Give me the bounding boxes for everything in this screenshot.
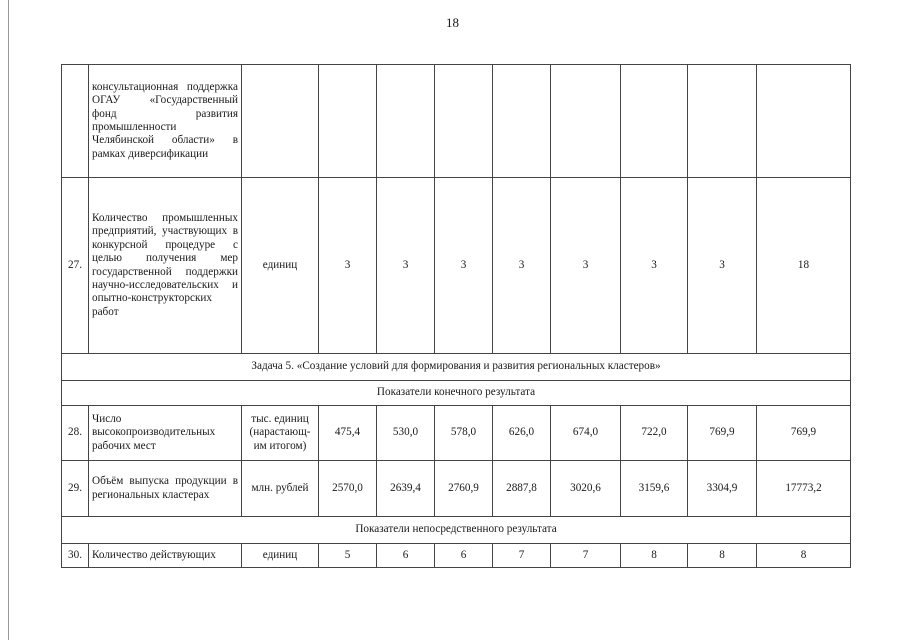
unit-cell: единиц <box>242 544 319 568</box>
value-cell: 18 <box>757 178 851 354</box>
value-cell: 8 <box>688 544 757 568</box>
value-cell: 626,0 <box>493 406 551 461</box>
indicator-name: Объём выпуска продукции в региональных кластерах <box>89 461 242 517</box>
indicators-table <box>61 64 851 568</box>
value-cell: 7 <box>551 544 621 568</box>
value-cell: 3 <box>377 178 435 354</box>
row-number: 30. <box>62 544 89 568</box>
value-cell: 3 <box>435 178 493 354</box>
value-cell <box>319 65 377 178</box>
value-cell: 530,0 <box>377 406 435 461</box>
row-number: 27. <box>62 178 89 354</box>
value-cell: 2570,0 <box>319 461 377 517</box>
value-cell: 3 <box>319 178 377 354</box>
value-cell <box>551 65 621 178</box>
unit-cell <box>242 65 319 178</box>
table-row <box>62 461 851 517</box>
value-cell: 17773,2 <box>757 461 851 517</box>
table-row <box>62 406 851 461</box>
value-cell <box>435 65 493 178</box>
unit-cell: единиц <box>242 178 319 354</box>
indicator-name: консультационная поддержка ОГАУ «Государственный фонд развития промышленности Челябинской области» в рамках диверсификации <box>89 65 242 178</box>
page-edge-rule <box>8 0 9 640</box>
value-cell: 3304,9 <box>688 461 757 517</box>
value-cell <box>757 65 851 178</box>
row-number <box>62 65 89 178</box>
unit-cell: тыс. единиц (нарастающ-им итогом) <box>242 406 319 461</box>
value-cell: 3 <box>621 178 688 354</box>
value-cell: 3 <box>493 178 551 354</box>
table-row <box>62 178 851 354</box>
indicator-name: Число высокопроизводительных рабочих мест <box>89 406 242 461</box>
row-number: 29. <box>62 461 89 517</box>
value-cell: 7 <box>493 544 551 568</box>
value-cell: 8 <box>621 544 688 568</box>
row-number: 28. <box>62 406 89 461</box>
value-cell: 2887,8 <box>493 461 551 517</box>
value-cell: 3159,6 <box>621 461 688 517</box>
section-row <box>62 354 851 381</box>
value-cell <box>377 65 435 178</box>
value-cell <box>621 65 688 178</box>
section-row <box>62 381 851 406</box>
value-cell: 578,0 <box>435 406 493 461</box>
indicator-name: Количество действующих <box>89 544 242 568</box>
value-cell: 674,0 <box>551 406 621 461</box>
unit-cell: млн. рублей <box>242 461 319 517</box>
table-row <box>62 544 851 568</box>
value-cell: 475,4 <box>319 406 377 461</box>
value-cell: 722,0 <box>621 406 688 461</box>
value-cell <box>688 65 757 178</box>
task-heading: Задача 5. «Создание условий для формирования и развития региональных кластеров» <box>62 354 851 381</box>
value-cell: 769,9 <box>757 406 851 461</box>
value-cell: 6 <box>435 544 493 568</box>
section-row <box>62 517 851 544</box>
value-cell <box>493 65 551 178</box>
page-number: 18 <box>446 15 459 30</box>
value-cell: 2639,4 <box>377 461 435 517</box>
value-cell: 3 <box>688 178 757 354</box>
value-cell: 3020,6 <box>551 461 621 517</box>
table-row <box>62 65 851 178</box>
value-cell: 3 <box>551 178 621 354</box>
indicator-name: Количество промышленных предприятий, участвующих в конкурсной процедуре с целью получения мер государственной поддержки научно-исследовательских и опытно-конструкторских работ <box>89 178 242 354</box>
value-cell: 8 <box>757 544 851 568</box>
value-cell: 5 <box>319 544 377 568</box>
value-cell: 2760,9 <box>435 461 493 517</box>
value-cell: 769,9 <box>688 406 757 461</box>
final-result-heading: Показатели конечного результата <box>62 381 851 406</box>
value-cell: 6 <box>377 544 435 568</box>
direct-result-heading: Показатели непосредственного результата <box>62 517 851 544</box>
